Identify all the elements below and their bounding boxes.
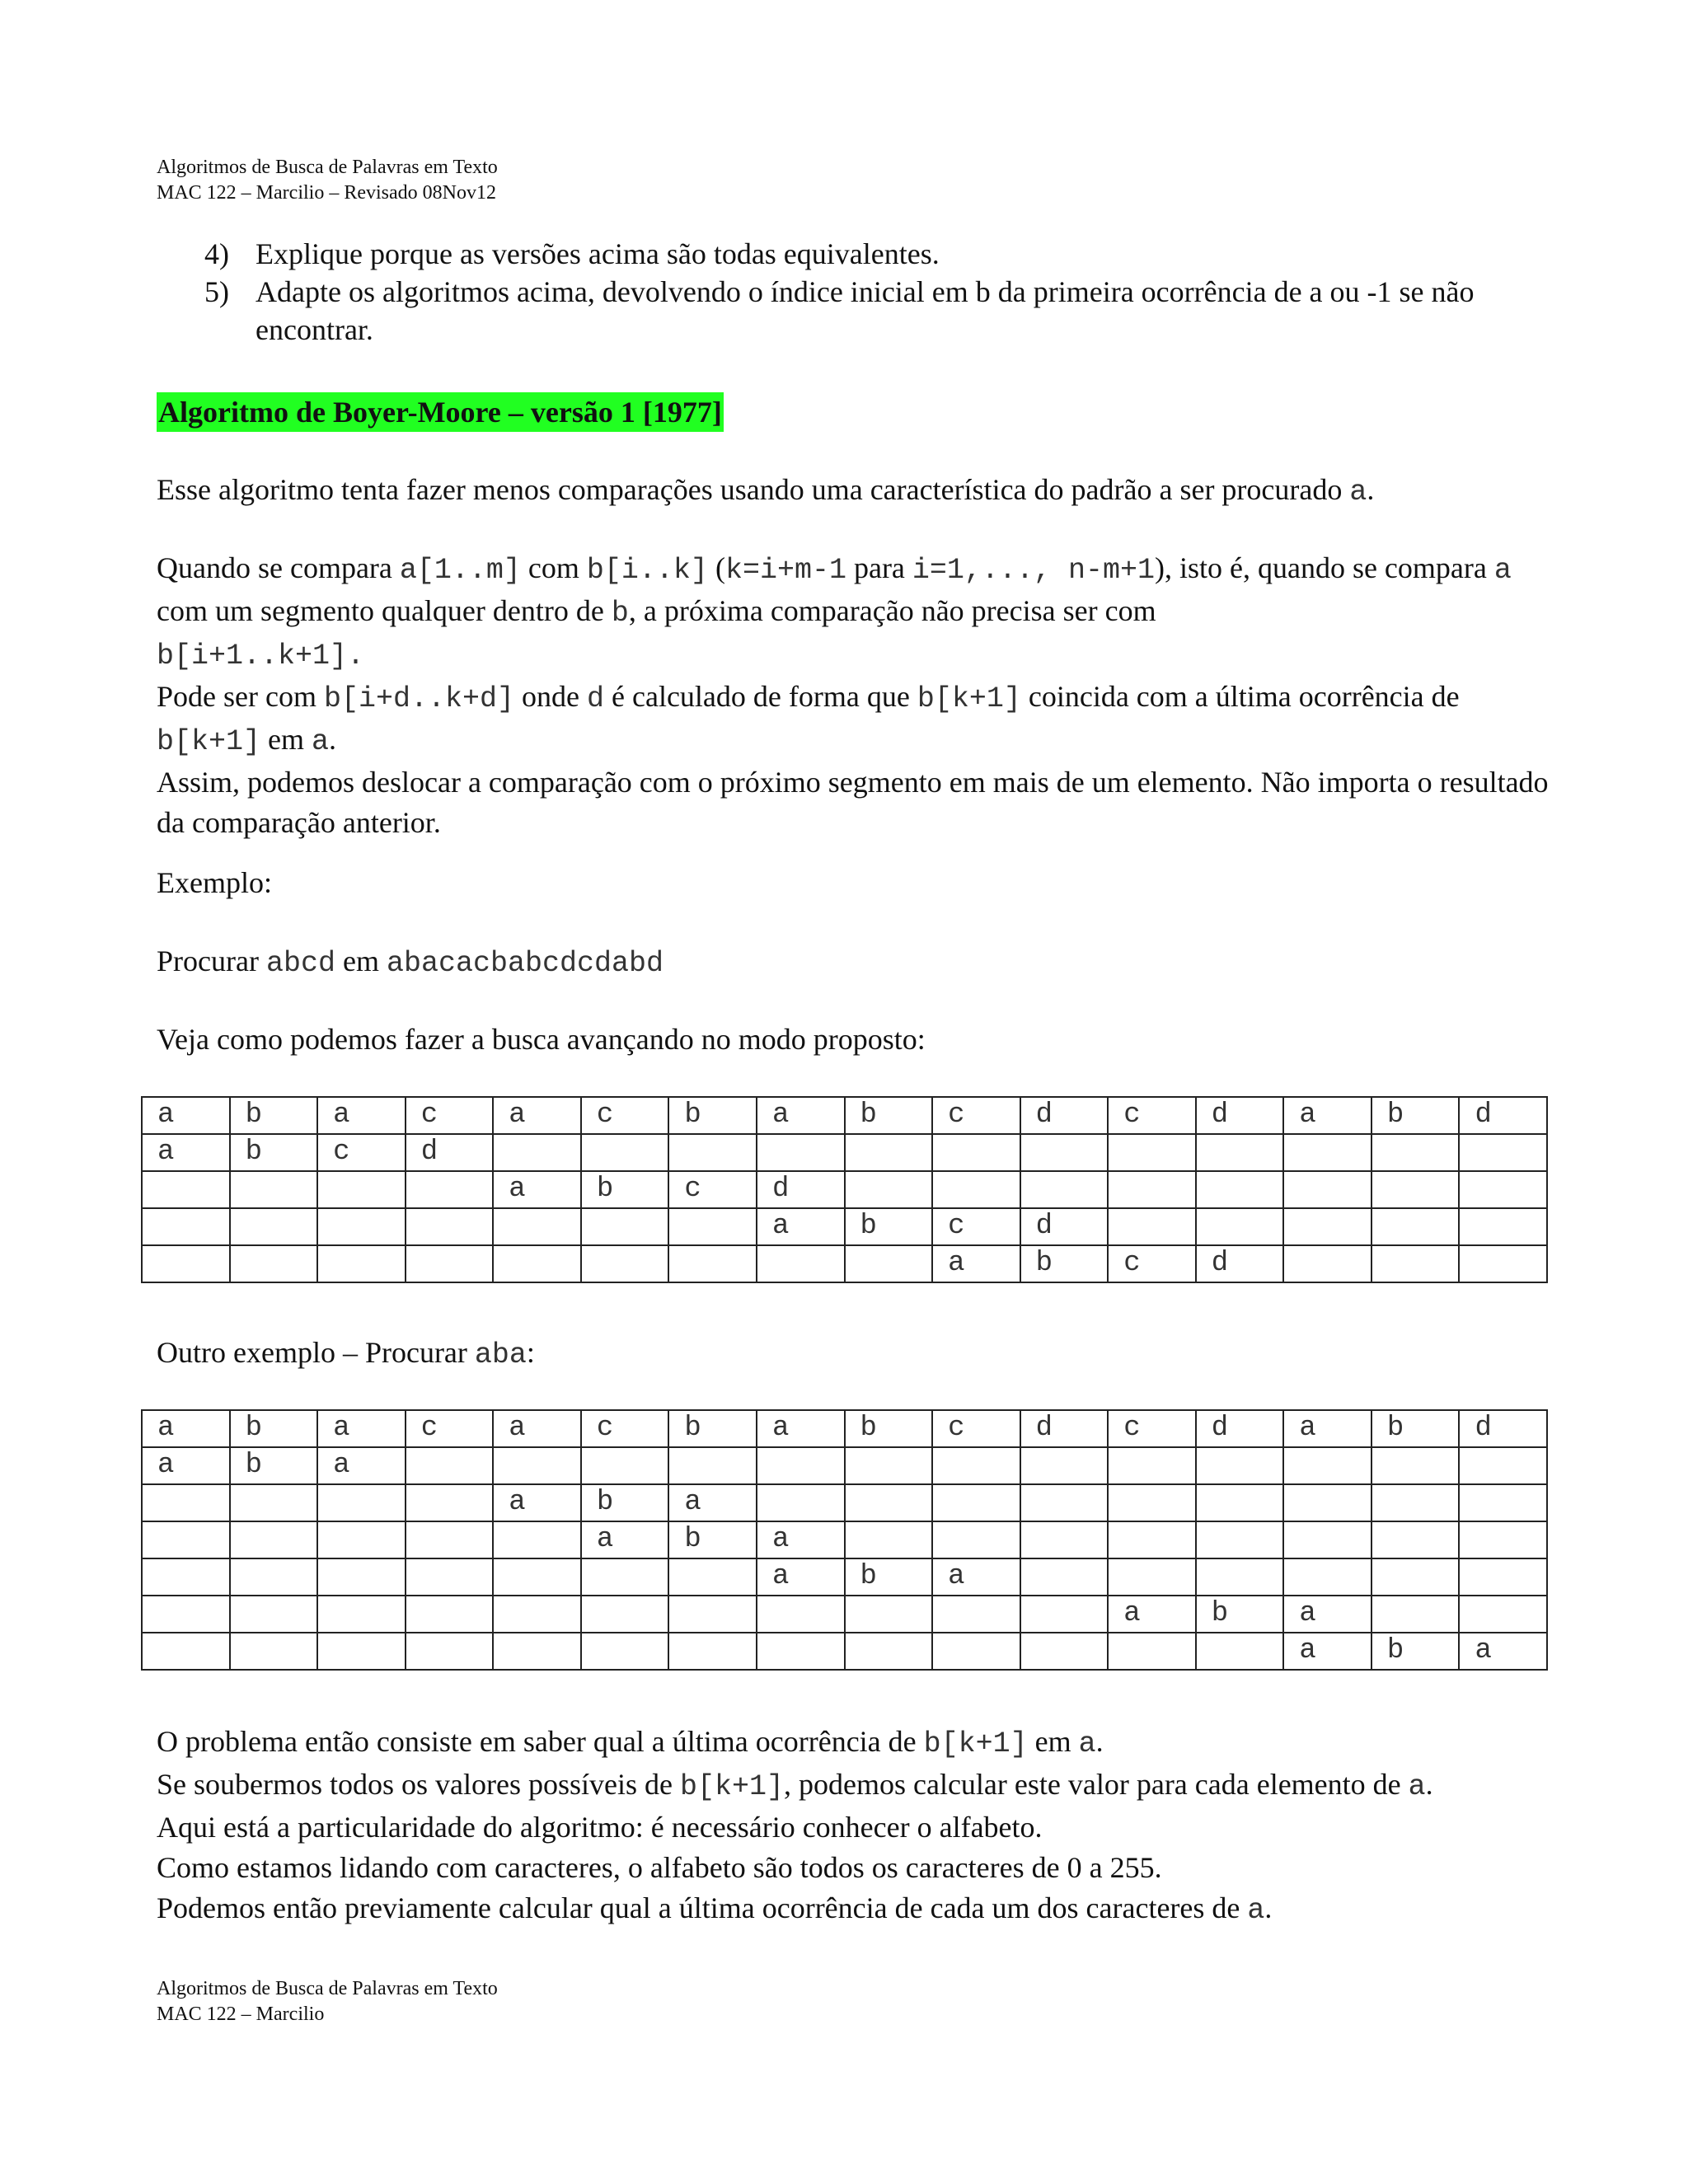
table-cell: a — [493, 1484, 581, 1521]
table-cell — [668, 1447, 757, 1484]
table-cell: a — [581, 1521, 669, 1558]
table-cell: a — [317, 1410, 406, 1447]
table-cell — [493, 1245, 581, 1282]
list-number: 4) — [204, 237, 229, 270]
table-cell — [932, 1596, 1020, 1633]
table-cell: a — [757, 1410, 845, 1447]
header-title: Algoritmos de Busca de Palavras em Texto — [157, 157, 498, 178]
table-cell — [1283, 1521, 1372, 1558]
table-cell — [581, 1596, 669, 1633]
table-row — [142, 1171, 1547, 1208]
table-cell — [668, 1596, 757, 1633]
example-label: Exemplo: — [157, 866, 272, 899]
table-cell — [1372, 1484, 1460, 1521]
table-cell: c — [1108, 1410, 1196, 1447]
table-cell: a — [757, 1558, 845, 1596]
table-cell: b — [1372, 1097, 1460, 1134]
table-row — [142, 1208, 1547, 1245]
table-cell: a — [932, 1245, 1020, 1282]
list-number: 5) — [204, 275, 229, 308]
table-cell — [1020, 1558, 1109, 1596]
table-cell: b — [1020, 1245, 1109, 1282]
table-cell — [317, 1596, 406, 1633]
table-cell: a — [932, 1558, 1020, 1596]
table-cell — [1372, 1134, 1460, 1171]
table-cell: a — [757, 1097, 845, 1134]
table-cell — [845, 1447, 933, 1484]
example2-text: Outro exemplo – Procurar aba: — [157, 1336, 535, 1371]
table-cell: b — [668, 1097, 757, 1134]
table-cell: b — [845, 1410, 933, 1447]
table-cell — [406, 1521, 494, 1558]
table-cell — [406, 1596, 494, 1633]
table-cell — [230, 1208, 318, 1245]
table-cell — [317, 1208, 406, 1245]
table-cell — [581, 1134, 669, 1171]
table-cell — [1283, 1171, 1372, 1208]
table-cell — [230, 1484, 318, 1521]
table-cell: b — [1196, 1596, 1284, 1633]
table-cell: a — [1459, 1633, 1547, 1670]
table-cell — [1459, 1447, 1547, 1484]
table-cell — [581, 1245, 669, 1282]
table-cell — [317, 1245, 406, 1282]
table-cell — [1020, 1134, 1109, 1171]
table-cell — [1372, 1208, 1460, 1245]
example1-table — [141, 1096, 1548, 1283]
table-row — [142, 1521, 1547, 1558]
table-cell — [1020, 1171, 1109, 1208]
table-cell — [1372, 1521, 1460, 1558]
table-cell: a — [757, 1521, 845, 1558]
table-cell — [493, 1134, 581, 1171]
table-cell — [757, 1596, 845, 1633]
table-cell: a — [757, 1208, 845, 1245]
table-cell — [932, 1484, 1020, 1521]
table-cell: d — [1020, 1208, 1109, 1245]
table-cell — [317, 1171, 406, 1208]
table-cell: d — [406, 1134, 494, 1171]
table-cell — [142, 1596, 230, 1633]
table-cell — [757, 1633, 845, 1670]
table-cell — [1108, 1208, 1196, 1245]
table-cell — [1108, 1484, 1196, 1521]
table-cell — [932, 1134, 1020, 1171]
table-cell: b — [845, 1558, 933, 1596]
table-cell — [1196, 1521, 1284, 1558]
table-cell — [1283, 1245, 1372, 1282]
table-cell: c — [406, 1097, 494, 1134]
table-cell: c — [406, 1410, 494, 1447]
table-cell: d — [1459, 1410, 1547, 1447]
table-cell: c — [668, 1171, 757, 1208]
table-cell: b — [845, 1208, 933, 1245]
table-cell: b — [845, 1097, 933, 1134]
footer-title: Algoritmos de Busca de Palavras em Texto — [157, 1978, 498, 1999]
table-cell — [1459, 1521, 1547, 1558]
table-cell: d — [1020, 1410, 1109, 1447]
table-cell: a — [317, 1447, 406, 1484]
table-cell — [493, 1596, 581, 1633]
table-cell — [1020, 1633, 1109, 1670]
table-cell — [668, 1245, 757, 1282]
table-cell — [668, 1208, 757, 1245]
table-cell: c — [932, 1097, 1020, 1134]
description-paragraph: Quando se compara a[1..m] com b[i..k] (k=i+m-1 para i=1,..., n-m+1), isto é, quando se compara a com um segmento qualquer dentro de b, a próxima comparação não precisa ser com b[i+1..k+1]. Pode ser com b[i+d..k+d] onde d é calculado de forma que b[k+1] coincida com a última ocorrência de b[k+1] em a. Assim, podemos deslocar a comparação com o próximo segmento em mais de um elemento. Não importa o resultado da comparação anterior. — [157, 551, 1549, 839]
table-cell — [142, 1245, 230, 1282]
table-cell: d — [1020, 1097, 1109, 1134]
table-cell: d — [1196, 1097, 1284, 1134]
table-cell: c — [1108, 1097, 1196, 1134]
table-cell — [581, 1633, 669, 1670]
table-cell: b — [1372, 1410, 1460, 1447]
table-cell — [142, 1208, 230, 1245]
table-cell: a — [142, 1097, 230, 1134]
table-cell: a — [1283, 1410, 1372, 1447]
table-cell — [142, 1171, 230, 1208]
table-cell: b — [668, 1410, 757, 1447]
table-cell — [1108, 1171, 1196, 1208]
table-cell — [581, 1558, 669, 1596]
table-cell — [230, 1558, 318, 1596]
table-cell: a — [142, 1134, 230, 1171]
example1-note: Veja como podemos fazer a busca avançando no modo proposto: — [157, 1023, 926, 1056]
table-cell — [1459, 1484, 1547, 1521]
table-cell — [1372, 1245, 1460, 1282]
table-cell: a — [1283, 1596, 1372, 1633]
table-cell — [1372, 1447, 1460, 1484]
table-cell — [1283, 1447, 1372, 1484]
table-cell — [757, 1484, 845, 1521]
table-cell — [1196, 1447, 1284, 1484]
table-cell — [845, 1171, 933, 1208]
table-cell — [845, 1521, 933, 1558]
table-cell — [406, 1208, 494, 1245]
table-cell — [1283, 1134, 1372, 1171]
table-cell — [406, 1484, 494, 1521]
table-row — [142, 1134, 1547, 1171]
table-cell: c — [932, 1410, 1020, 1447]
intro-paragraph: Esse algoritmo tenta fazer menos comparações usando uma característica do padrão a ser procurado a. — [157, 473, 1375, 509]
table-cell — [932, 1521, 1020, 1558]
table-cell — [668, 1633, 757, 1670]
table-cell — [668, 1134, 757, 1171]
table-cell — [845, 1245, 933, 1282]
table-cell: a — [493, 1171, 581, 1208]
table-cell — [493, 1208, 581, 1245]
table-row — [142, 1097, 1547, 1134]
table-row — [142, 1484, 1547, 1521]
table-cell — [1196, 1558, 1284, 1596]
table-cell — [1196, 1484, 1284, 1521]
table-cell — [230, 1171, 318, 1208]
table-cell — [406, 1447, 494, 1484]
table-cell — [317, 1484, 406, 1521]
table-cell — [845, 1633, 933, 1670]
table-cell — [845, 1484, 933, 1521]
table-cell — [1283, 1208, 1372, 1245]
table-cell — [406, 1245, 494, 1282]
example2-table — [141, 1409, 1548, 1671]
page-header — [157, 155, 498, 206]
table-cell: c — [932, 1208, 1020, 1245]
table-row — [142, 1596, 1547, 1633]
table-cell — [845, 1596, 933, 1633]
table-cell: a — [317, 1097, 406, 1134]
table-cell — [1459, 1596, 1547, 1633]
table-cell — [1459, 1134, 1547, 1171]
table-cell: c — [581, 1097, 669, 1134]
list-item — [204, 235, 1540, 273]
table-cell: a — [1283, 1633, 1372, 1670]
table-cell — [1020, 1447, 1109, 1484]
table-cell: a — [493, 1097, 581, 1134]
table-cell — [757, 1447, 845, 1484]
table-cell — [406, 1558, 494, 1596]
table-cell — [142, 1484, 230, 1521]
table-cell: c — [1108, 1245, 1196, 1282]
table-cell — [230, 1633, 318, 1670]
table-cell — [845, 1134, 933, 1171]
header-subtitle: MAC 122 – Marcilio – Revisado 08Nov12 — [157, 182, 496, 204]
table-cell — [1108, 1633, 1196, 1670]
table-cell: d — [1196, 1410, 1284, 1447]
table-cell — [1196, 1208, 1284, 1245]
table-cell: d — [757, 1171, 845, 1208]
table-cell: a — [1108, 1596, 1196, 1633]
table-cell: b — [581, 1484, 669, 1521]
table-cell — [1020, 1596, 1109, 1633]
table-cell — [230, 1245, 318, 1282]
table-cell — [1283, 1558, 1372, 1596]
example1-text: Procurar abcd em abacacbabcdcdabd — [157, 944, 664, 980]
table-cell — [1108, 1447, 1196, 1484]
table-cell — [1372, 1171, 1460, 1208]
table-cell — [1020, 1521, 1109, 1558]
table-cell: b — [230, 1134, 318, 1171]
table-cell — [317, 1558, 406, 1596]
table-cell — [757, 1134, 845, 1171]
table-cell — [493, 1633, 581, 1670]
closing-paragraph: O problema então consiste em saber qual a última ocorrência de b[k+1] em a. Se soubermos todos os valores possíveis de b[k+1], podemos calcular este valor para cada elemento de a. Aqui está a particularidade do algoritmo: é necessário conhecer o alfabeto. Como estamos lidando com caracteres, o alfabeto são todos os caracteres de 0 a 255. Podemos então previamente calcular qual a última ocorrência de cada um dos caracteres de a. — [157, 1725, 1433, 1927]
table-cell — [406, 1171, 494, 1208]
table-cell — [1196, 1134, 1284, 1171]
table-cell — [406, 1633, 494, 1670]
table-cell — [1372, 1596, 1460, 1633]
table-cell — [230, 1521, 318, 1558]
exercise-list — [204, 235, 1540, 349]
table-cell — [1459, 1245, 1547, 1282]
table-cell: d — [1196, 1245, 1284, 1282]
table-cell — [493, 1447, 581, 1484]
table-cell — [1020, 1484, 1109, 1521]
section-title: Algoritmo de Boyer-Moore – versão 1 [1977] — [157, 392, 724, 432]
table-cell: b — [230, 1097, 318, 1134]
table-row — [142, 1558, 1547, 1596]
table-cell — [1372, 1558, 1460, 1596]
table-cell — [493, 1558, 581, 1596]
table-row — [142, 1245, 1547, 1282]
table-cell — [142, 1633, 230, 1670]
page-footer — [157, 1976, 498, 2027]
table-cell — [1108, 1558, 1196, 1596]
table-cell — [932, 1171, 1020, 1208]
table-cell — [493, 1521, 581, 1558]
table-row — [142, 1447, 1547, 1484]
table-row — [142, 1410, 1547, 1447]
table-row — [142, 1633, 1547, 1670]
table-cell — [1196, 1171, 1284, 1208]
table-cell: a — [142, 1447, 230, 1484]
table-cell — [1196, 1633, 1284, 1670]
table-cell — [142, 1558, 230, 1596]
table-cell: c — [317, 1134, 406, 1171]
table-cell — [932, 1447, 1020, 1484]
table-cell — [1459, 1171, 1547, 1208]
table-cell — [1459, 1208, 1547, 1245]
table-cell — [1108, 1134, 1196, 1171]
table-cell: b — [581, 1171, 669, 1208]
table-cell — [317, 1521, 406, 1558]
list-item — [204, 273, 1540, 349]
table-cell — [581, 1447, 669, 1484]
table-cell — [1459, 1558, 1547, 1596]
table-cell: a — [142, 1410, 230, 1447]
table-cell — [1283, 1484, 1372, 1521]
table-cell: b — [668, 1521, 757, 1558]
list-text: Adapte os algoritmos acima, devolvendo o índice inicial em b da primeira ocorrência de a ou -1 se não encontrar. — [256, 275, 1475, 346]
table-cell: a — [493, 1410, 581, 1447]
table-cell: b — [230, 1447, 318, 1484]
table-cell — [1108, 1521, 1196, 1558]
table-cell — [757, 1245, 845, 1282]
table-cell: b — [1372, 1633, 1460, 1670]
table-cell — [668, 1558, 757, 1596]
list-text: Explique porque as versões acima são todas equivalentes. — [256, 237, 940, 270]
table-cell: a — [668, 1484, 757, 1521]
table-cell: d — [1459, 1097, 1547, 1134]
table-cell: a — [1283, 1097, 1372, 1134]
table-cell — [230, 1596, 318, 1633]
table-cell — [317, 1633, 406, 1670]
table-cell: c — [581, 1410, 669, 1447]
footer-subtitle: MAC 122 – Marcilio — [157, 2004, 325, 2025]
table-cell: b — [230, 1410, 318, 1447]
table-cell — [932, 1633, 1020, 1670]
table-cell — [142, 1521, 230, 1558]
table-cell — [581, 1208, 669, 1245]
